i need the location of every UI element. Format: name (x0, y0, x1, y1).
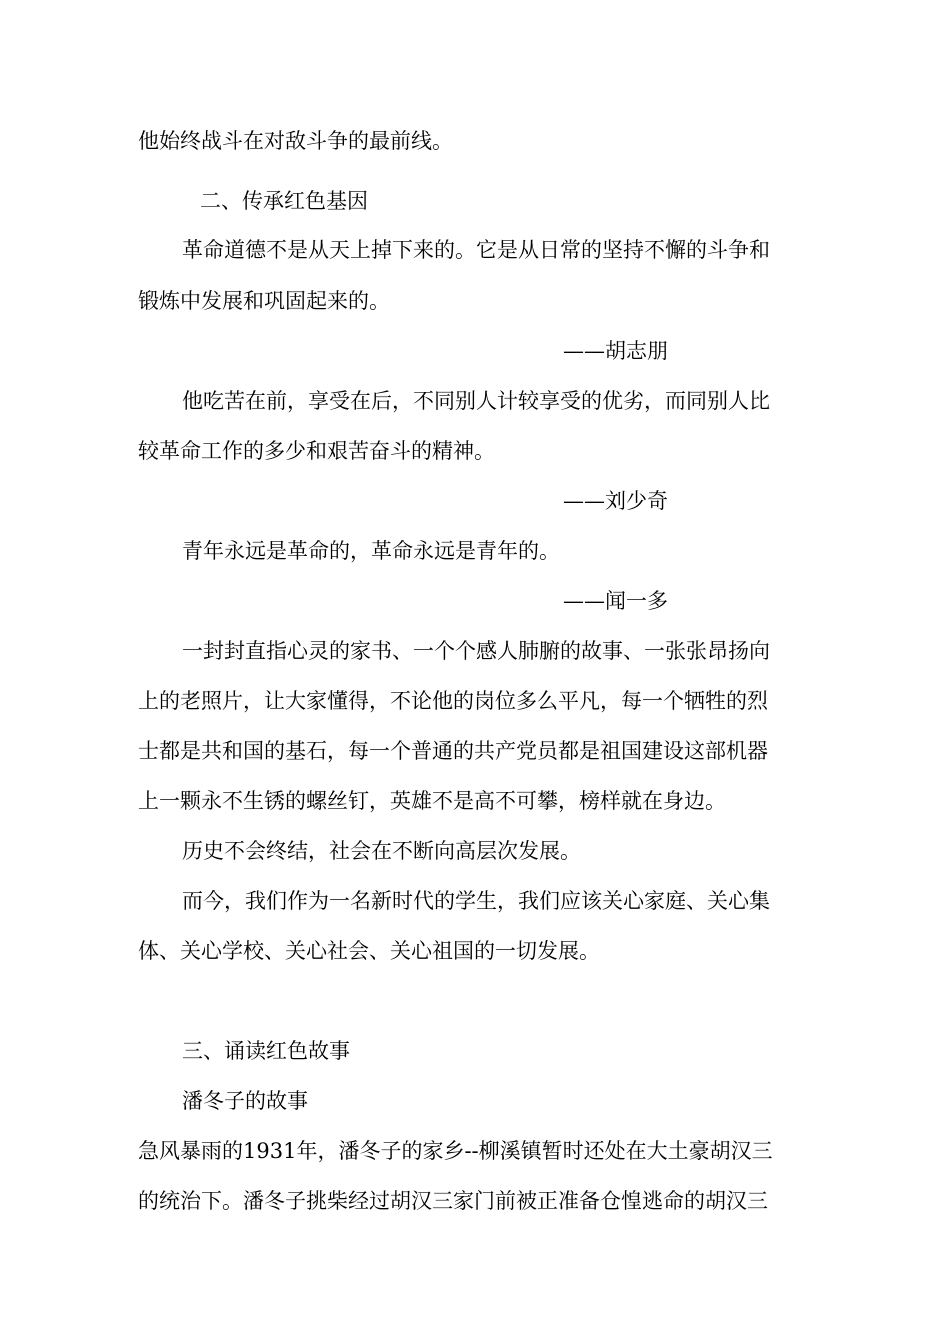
quote-line: 较革命工作的多少和艰苦奋斗的精神。 (138, 439, 495, 463)
text-line: 历史不会终结，社会在不断向高层次发展。 (182, 839, 581, 863)
text-line: 急风暴雨的1931年，潘冬子的家乡--柳溪镇暂时还处在大土豪胡汉三 (138, 1139, 773, 1163)
text-line: 而今，我们作为一名新时代的学生，我们应该关心家庭、关心集 (182, 889, 770, 913)
quote-line: 青年永远是革命的，革命永远是青年的。 (182, 539, 560, 563)
text-line: 上的老照片，让大家懂得，不论他的岗位多么平凡，每一个牺牲的烈 (138, 689, 768, 713)
text-line: 一封封直指心灵的家书、一个个感人肺腑的故事、一张张昂扬向 (182, 639, 770, 663)
text-line: 体、关心学校、关心社会、关心祖国的一切发展。 (138, 939, 600, 963)
quote-attribution: ——胡志朋 (563, 339, 668, 363)
quote-line: 革命道德不是从天上掉下来的。它是从日常的坚持不懈的斗争和 (182, 238, 770, 262)
quote-attribution: ——刘少奇 (563, 489, 668, 513)
quote-line: 锻炼中发展和巩固起来的。 (138, 289, 390, 313)
story-title: 潘冬子的故事 (182, 1089, 308, 1113)
section-heading: 二、传承红色基因 (200, 189, 368, 213)
quote-attribution: ——闻一多 (563, 589, 668, 613)
text-line: 的统治下。潘冬子挑柴经过胡汉三家门前被正准备仓惶逃命的胡汉三 (138, 1189, 768, 1213)
quote-line: 他吃苦在前，享受在后，不同别人计较享受的优劣，而同别人比 (182, 389, 770, 413)
text-line: 上一颗永不生锈的螺丝钉，英雄不是高不可攀，榜样就在身边。 (138, 789, 726, 813)
text-line: 士都是共和国的基石，每一个普通的共产党员都是祖国建设这部机器 (138, 739, 768, 763)
text-line: 他始终战斗在对敌斗争的最前线。 (138, 129, 453, 153)
section-heading: 三、诵读红色故事 (182, 1039, 350, 1063)
